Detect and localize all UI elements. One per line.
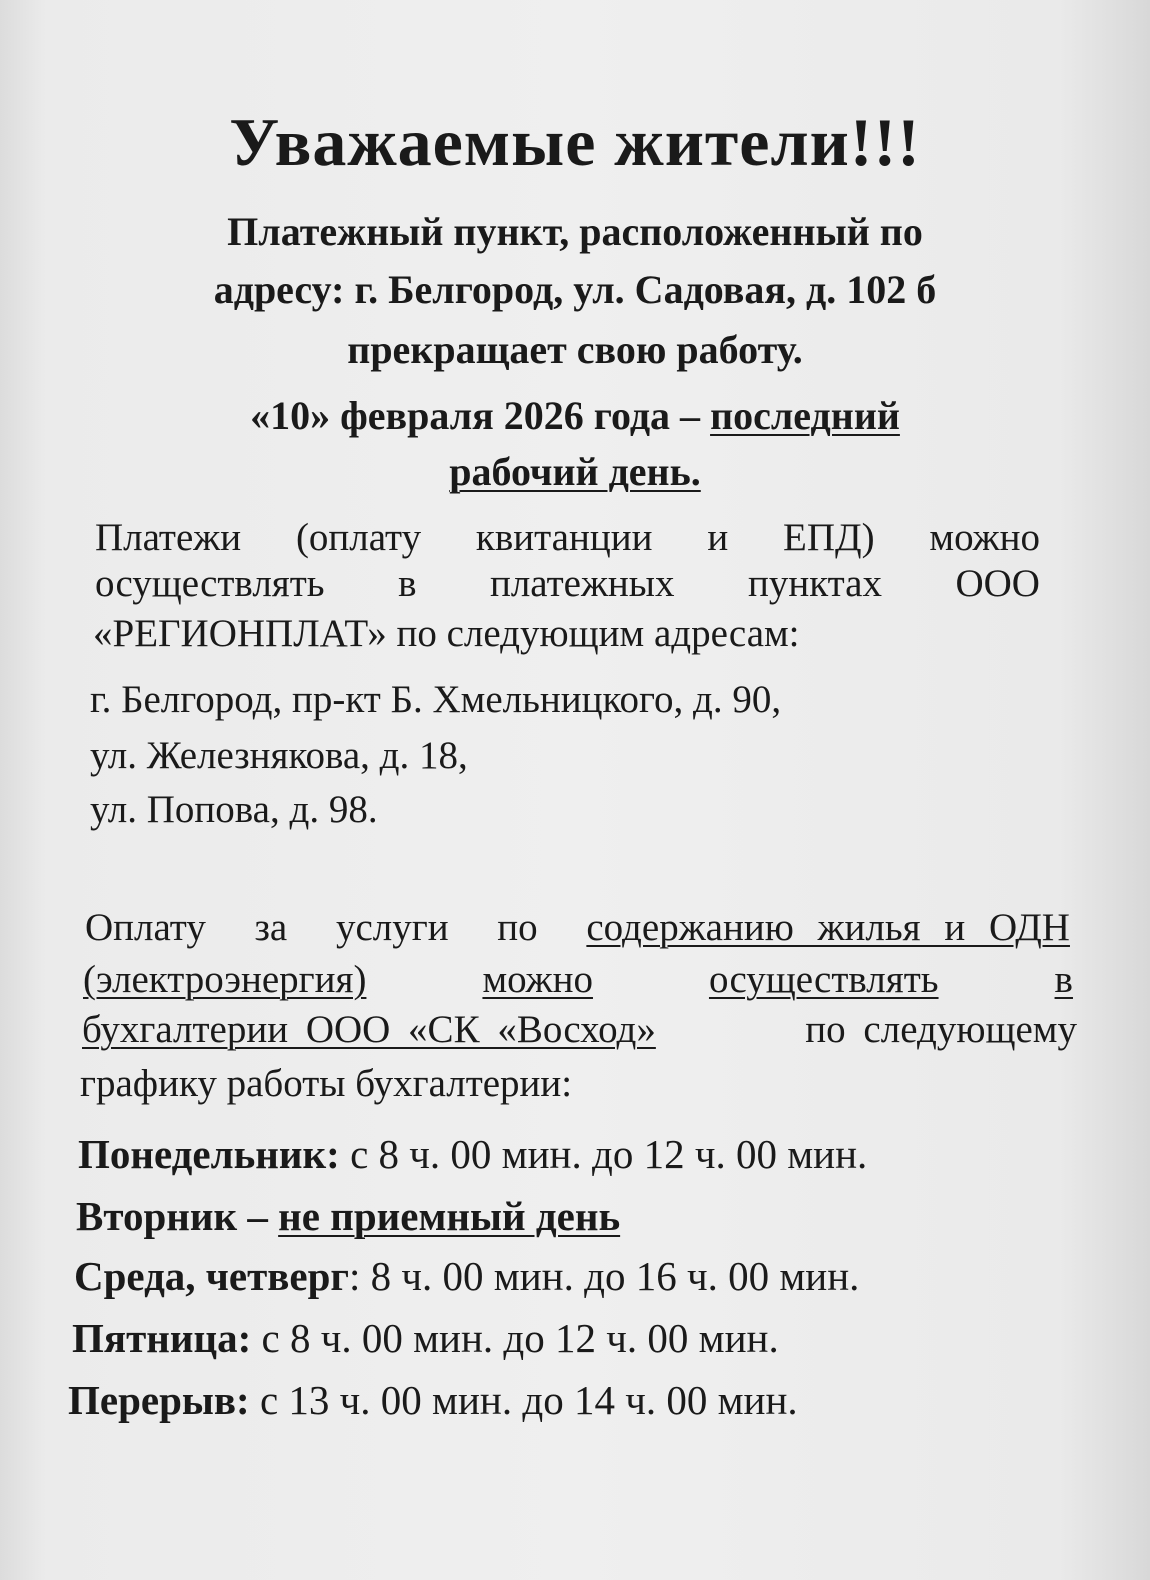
notice-line-2: адресу: г. Белгород, ул. Садовая, д. 102 б bbox=[213, 267, 937, 312]
services-row-1 bbox=[85, 908, 1070, 947]
schedule-label: Среда, четверг bbox=[74, 1253, 350, 1299]
address-1: г. Белгород, пр-кт Б. Хмельницкого, д. 90, bbox=[90, 678, 782, 721]
payments-word: ООО bbox=[955, 562, 1040, 605]
notice-line-3: прекращает свою работу. bbox=[347, 327, 803, 372]
payments-word: пунктах bbox=[747, 562, 882, 605]
payments-word: Платежи bbox=[95, 516, 242, 559]
last-day-underlined: последний bbox=[710, 393, 900, 438]
schedule-label: Пятница: bbox=[72, 1315, 252, 1361]
payments-row-1 bbox=[95, 518, 1040, 557]
services-word: по следующему bbox=[805, 1008, 1077, 1051]
schedule-value: : 8 ч. 00 мин. до 16 ч. 00 мин. bbox=[349, 1253, 860, 1299]
schedule-monday bbox=[78, 1131, 868, 1177]
last-day-line bbox=[0, 393, 1150, 438]
services-word: в bbox=[1054, 958, 1073, 1001]
services-word: за bbox=[254, 906, 288, 949]
schedule-value: не приемный день bbox=[278, 1193, 621, 1239]
schedule-value: с 13 ч. 00 мин. до 14 ч. 00 мин. bbox=[249, 1377, 798, 1423]
services-word: Оплату bbox=[85, 906, 206, 949]
services-underlined: содержанию жилья и ОДН bbox=[586, 906, 1070, 949]
services-row-3 bbox=[82, 1010, 1077, 1049]
last-day-underlined-2: рабочий день. bbox=[449, 449, 701, 494]
schedule-value: с 8 ч. 00 мин. до 12 ч. 00 мин. bbox=[339, 1131, 868, 1177]
schedule-tuesday bbox=[76, 1193, 621, 1239]
schedule-label: Понедельник: bbox=[78, 1131, 340, 1177]
last-day-date: «10» февраля 2026 года – bbox=[250, 393, 701, 438]
payments-row-2 bbox=[95, 564, 1040, 603]
services-row-4: графику работы бухгалтерии: bbox=[80, 1062, 573, 1105]
services-word: можно bbox=[482, 958, 593, 1001]
address-2: ул. Железнякова, д. 18, bbox=[90, 734, 468, 777]
payments-word: можно bbox=[929, 516, 1040, 559]
services-underlined: бухгалтерии ООО «СК «Восход» bbox=[82, 1008, 656, 1051]
payments-word: квитанции bbox=[475, 516, 653, 559]
services-row-2 bbox=[83, 960, 1073, 999]
payments-word: и bbox=[707, 516, 729, 559]
services-word: осуществлять bbox=[708, 958, 939, 1001]
notice-title: Уважаемые жители!!! bbox=[229, 104, 921, 180]
services-word: услуги bbox=[335, 906, 449, 949]
payments-row-3: «РЕГИОНПЛАТ» по следующим адресам: bbox=[93, 612, 800, 655]
payments-word: осуществлять bbox=[95, 562, 325, 605]
last-day-line-2 bbox=[0, 449, 1150, 494]
payments-word: (оплату bbox=[295, 516, 422, 559]
schedule-label: Перерыв: bbox=[68, 1377, 250, 1423]
services-word: по bbox=[497, 906, 538, 949]
payments-word: в bbox=[398, 562, 417, 605]
payments-word: ЕПД) bbox=[783, 516, 875, 559]
schedule-value: с 8 ч. 00 мин. до 12 ч. 00 мин. bbox=[251, 1315, 779, 1361]
schedule-label: Вторник – bbox=[76, 1193, 268, 1239]
schedule-break bbox=[68, 1377, 798, 1423]
schedule-wed-thu bbox=[74, 1253, 860, 1299]
payments-word: платежных bbox=[489, 562, 675, 605]
notice-line-1: Платежный пункт, расположенный по bbox=[227, 209, 923, 254]
services-word: (электроэнергия) bbox=[83, 958, 367, 1001]
schedule-friday bbox=[72, 1315, 779, 1361]
address-3: ул. Попова, д. 98. bbox=[90, 788, 378, 831]
